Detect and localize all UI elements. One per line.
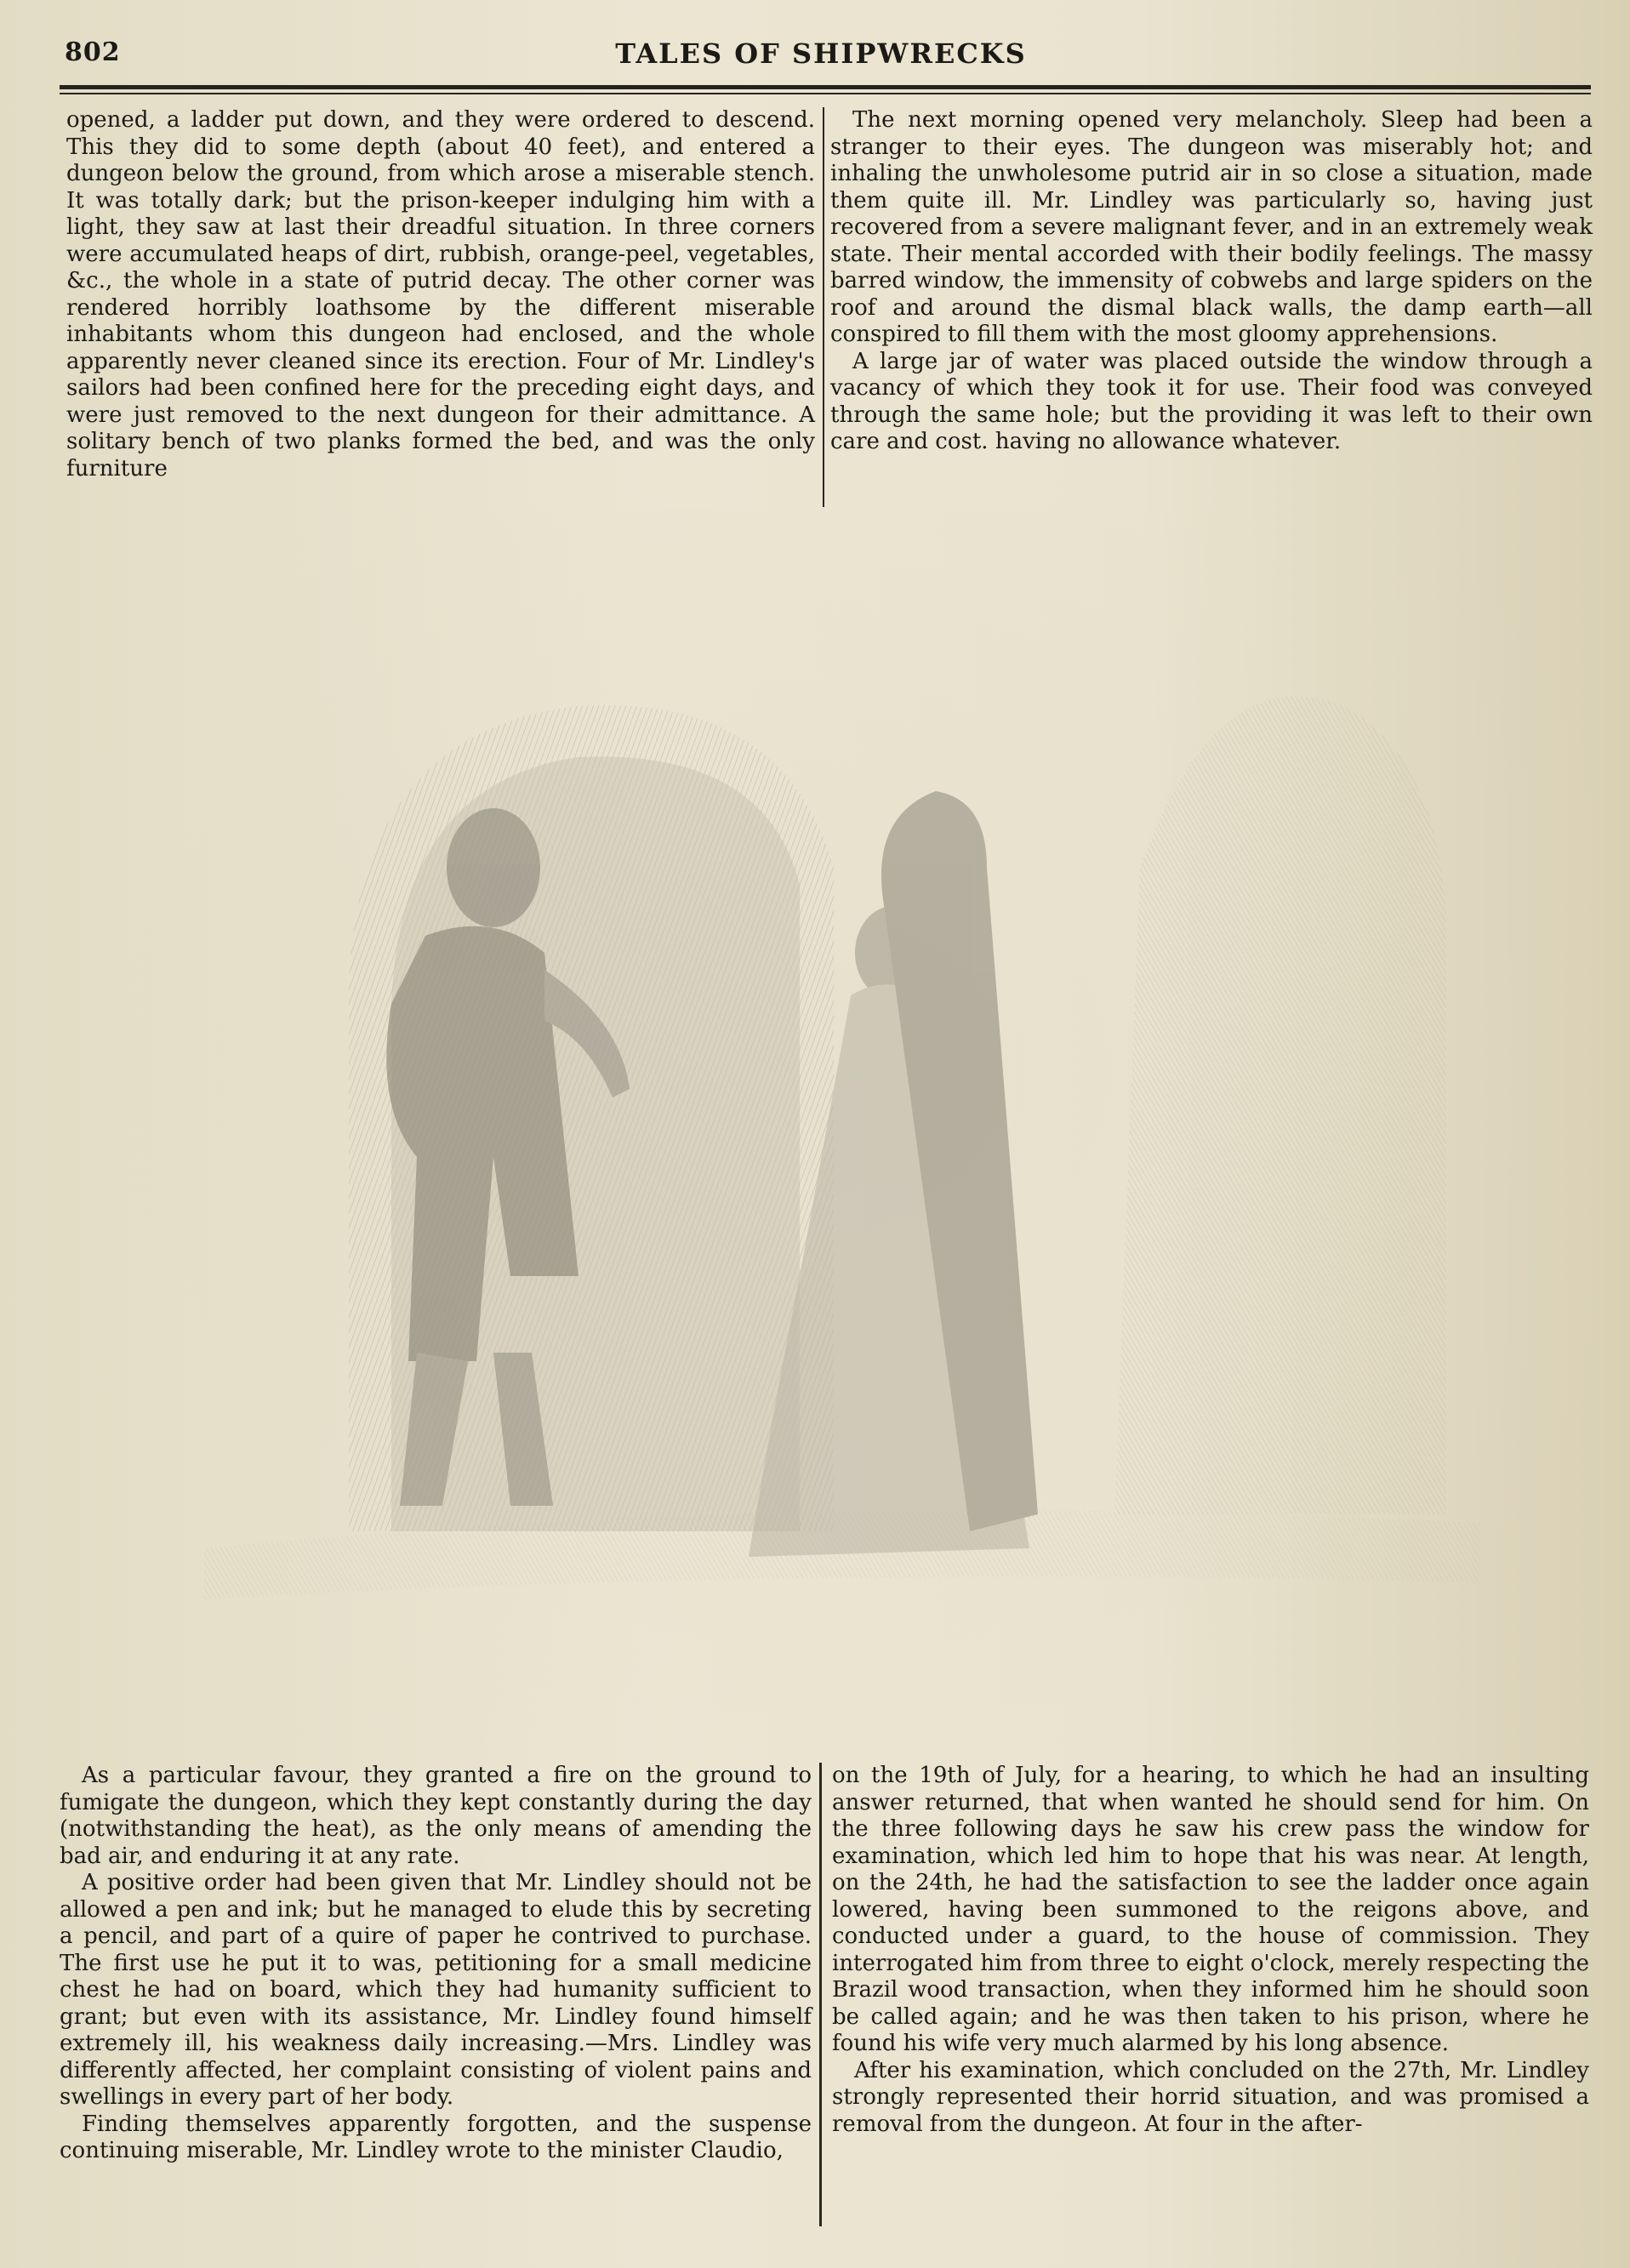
running-head: TALES OF SHIPWRECKS [615, 37, 1027, 70]
column-top-right [830, 107, 1593, 456]
dungeon-illustration [34, 510, 1591, 1752]
page-number: 802 [65, 37, 121, 67]
column-divider [819, 1763, 822, 2226]
paragraph: A positive order had been given that Mr. Lindley should not be allowed a pen and ink; but he managed to elude this by secreting a pencil, and part of a quire of paper he contrived to purchase. The first use he put it to was, petitioning for a small medicine chest he had on board, which they had humanity sufficient to grant; but even with its assistance, Mr. Lindley found himself extremely ill, his weakness daily increasing.—Mrs. Lindley was differently affected, her complaint consisting of violent pains and swellings in every part of her body. [60, 1870, 812, 2110]
paragraph: As a particular favour, they granted a fire on the ground to fumigate the dungeon, which they kept constantly during the day (notwithstanding the heat), as the only means of amending the bad air, and enduring it at any rate. [60, 1763, 812, 1869]
paragraph: opened, a ladder put down, and they were ordered to descend. This they did to some depth (about 40 feet), and entered a dungeon below the ground, from which arose a miserable stench. It was totally dark; but the prison-keeper indulging him with a light, they saw at last their dreadful situation. In three corners were accumulated heaps of dirt, rubbish, orange-peel, vegetables, &c., the whole in a state of putrid decay. The other corner was rendered horribly loathsome by the different miserable inhabitants whom this dungeon had enclosed, and the whole apparently never cleaned since its erection. Four of Mr. Lindley's sailors had been confined here for the preceding eight days, and were just removed to the next dungeon for their admittance. A solitary bench of two planks formed the bed, and was the only furniture [66, 107, 815, 482]
column-top-left [66, 107, 815, 482]
page-header [60, 31, 1582, 73]
paragraph: After his examination, which concluded on the 27th, Mr. Lindley strongly represented their horrid situation, and was promised a removal from the dungeon. At four in the after- [832, 2057, 1589, 2137]
arch-right [1114, 696, 1446, 1514]
paragraph: on the 19th of July, for a hearing, to which he had an insulting answer returned, that when wanted he should send for him. On the three following days he saw his crew pass the window for examination, which led him to hope that his was near. At length, on the 24th, he had the satisfaction to see the ladder once again lowered, having been summoned to the reigons above, and conducted under a guard, to the house of commission. They interrogated him from three to eight o'clock, merely respecting the Brazil wood transaction, when they informed him he should soon be called again; and he was then taken to his prison, where he found his wife very much alarmed by his long absence. [832, 1763, 1589, 2056]
paragraph: The next morning opened very melancholy. Sleep had been a stranger to their eyes. The dungeon was miserably hot; and inhaling the unwholesome putrid air in so close a situation, made them quite ill. Mr. Lindley was particularly so, having just recovered from a severe malignant fever, and in an extremely weak state. Their mental accorded with their bodily feelings. The massy barred window, the immensity of cobwebs and large spiders on the roof and around the dismal black walls, the damp earth—all conspired to fill them with the most gloomy apprehensions. [830, 107, 1593, 347]
column-bottom-right [832, 1763, 1589, 2138]
header-rule-thin [60, 93, 1591, 94]
paragraph: A large jar of water was placed outside the window through a vacancy of which they took it for use. Their food was conveyed through the same hole; but the providing it was left to their own care and cost. having no allowance whatever. [830, 348, 1593, 454]
header-rule [60, 85, 1591, 89]
column-divider [823, 107, 824, 507]
column-bottom-left [60, 1763, 812, 2165]
paragraph: Finding themselves apparently forgotten, and the suspense continuing miserable, Mr. Lindley wrote to the minister Claudio, [60, 2111, 812, 2163]
